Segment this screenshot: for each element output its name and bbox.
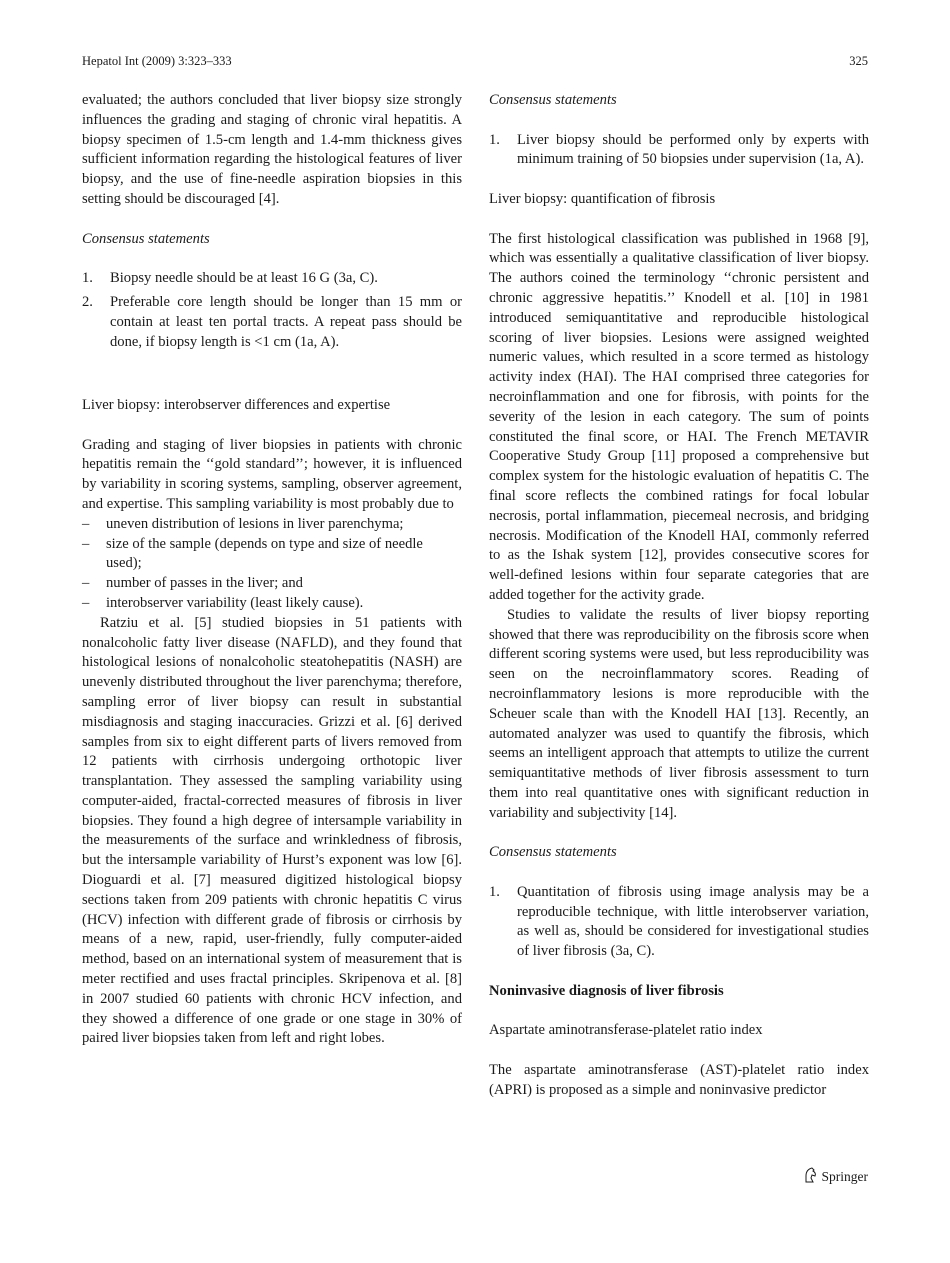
paragraph: Studies to validate the results of liver biopsy reporting showed that there was reproducibility on the fibrosis score when different scoring systems were used, but less reproducibility was seen on the necroinflammatory scores. Reading of necroinflammatory lesions is more reproducible with the Scheuer scale than with the Knodell HAI [13]. Recently, an automated analyzer was used to quantify the fibrosis, which seems an intelligent approach that attempts to utilize the current semiquantitative methods of liver fibrosis assessment to turn them into real quantitative ones with significant reduction in variability and subjectivity [14].: [489, 606, 869, 821]
publisher-name: Springer: [821, 1169, 868, 1184]
consensus-heading: Consensus statements: [82, 230, 210, 247]
consensus-list: [82, 269, 462, 352]
consensus-heading: Consensus statements: [489, 844, 617, 861]
journal-citation: Hepatol Int (2009) 3:323–333: [82, 54, 232, 68]
page-number: 325: [849, 54, 868, 68]
paragraph: Grading and staging of liver biopsies in patients with chronic hepatitis remain the ‘‘gold standard’’; however, it is influenced by variability in scoring systems, sampling, observer agreement, and expertise. This sampling variability is most probably due to: [82, 436, 462, 512]
consensus-list: [489, 131, 869, 171]
dash-list: [82, 515, 462, 614]
list-item: 1. Quantitation of fibrosis using image analysis may be a reproducible technique, with little interobserver variation, as well as, should be considered for investigational studies of liver fibrosis (3a, C).: [489, 883, 869, 960]
list-item: 1. Biopsy needle should be at least 16 G (3a, C).: [82, 270, 378, 287]
consensus-list: [489, 883, 869, 962]
section-heading: Liver biopsy: interobserver differences and expertise: [82, 396, 391, 413]
running-header: [82, 54, 868, 69]
paragraph: Ratziu et al. [5] studied biopsies in 51 patients with nonalcoholic fatty liver disease (NAFLD), and they found that histological lesions of nonalcoholic steatohepatitis (NASH) are unevenly distributed throughout the liver parenchyma; therefore, sampling error of liver biopsy can result in substantial misdiagnosis and staging inaccuracies. Grizzi et al. [6] derived samples from six to eight different parts of livers removed from 12 patients with cirrhosis undergoing orthotopic liver transplantation. They assessed the sampling variability using computer-aided, fractal-corrected measures of fibrosis in liver biopsies. They found a high degree of intersample variability in the measurements of the surface and wrinkledness of fibrosis, but the intersample variability of Hurst’s exponent was low [6]. Dioguardi et al. [7] measured digitized histological biopsy sections taken from 209 patients with chronic hepatitis C virus (HCV) infection with different grade of fibrosis or cirrhosis by means of a new, rapid, user-friendly, fully computer-aided method, based on an international system of measurement that is meter rectified and uses fractal principles. Skripenova et al. [8] in 2007 studied 60 patients with chronic HCV infection, and they showed a difference of one grade or one stage in 30% of paired liver biopsies taken from left and right lobes.: [82, 614, 462, 1047]
right-column: [489, 91, 869, 1101]
paragraph: The aspartate aminotransferase (AST)-platelet ratio index (APRI) is proposed as a simple and noninvasive predictor: [489, 1062, 869, 1098]
section-heading: Liver biopsy: quantification of fibrosis: [489, 190, 716, 207]
paragraph: evaluated; the authors concluded that liver biopsy size strongly influences the grading and staging of chronic viral hepatitis. A biopsy specimen of 1.5-cm length and 1.4-mm thickness gives sufficient information regarding the histological features of liver biopsy, and the use of fine-needle aspiration biopsies in this setting should be discouraged [4].: [82, 92, 462, 207]
section-heading-bold: Noninvasive diagnosis of liver fibrosis: [489, 982, 724, 999]
list-item: 2. Preferable core length should be longer than 15 mm or contain at least ten portal tracts. A repeat pass should be done, if biopsy length is <1 cm (1a, A).: [82, 293, 462, 350]
paragraph: The first histological classification was published in 1968 [9], which was essentially a qualitative classification of liver biopsy. The authors coined the terminology ‘‘chronic persistent and chronic aggressive hepatitis.’’ Knodell et al. [10] in 1981 introduced semiquantitative and reproducible histological scoring of liver biopsies. Lesions were assigned weighted numeric values, which resulted in a score termed as histology activity index (HAI). The HAI comprised three categories for necroinflammation and one for fibrosis, with points for the severity of the lesion in each category. The sum of points constituted the final score, or HAI. The French METAVIR Cooperative Study Group [11] proposed a comprehensive but complex system for the histologic evaluation of hepatitis C. The final score reflects the combined ratings for focal lobular necrosis, portal inflammation, piecemeal necrosis, and bridging necrosis. Modification of the Knodell HAI, commonly referred to as the Ishak system [12], provides consecutive scores for well-defined lesions within four separate categories that are added together for the activity grade.: [489, 230, 869, 603]
publisher-logo: [803, 1167, 869, 1187]
list-item: 1. Liver biopsy should be performed only by experts with minimum training of 50 biopsies under supervision (1a, A).: [489, 131, 869, 168]
springer-horse-icon: [803, 1167, 818, 1187]
list-item: – number of passes in the liver; and: [82, 575, 303, 592]
list-item: – uneven distribution of lesions in liver parenchyma;: [82, 515, 404, 532]
list-item: – interobserver variability (least likely cause).: [82, 594, 364, 611]
consensus-heading: Consensus statements: [489, 92, 617, 108]
left-column: [82, 91, 462, 1049]
subsection-heading: Aspartate aminotransferase-platelet ratio index: [489, 1022, 763, 1039]
list-item: – size of the sample (depends on type and size of needle used);: [82, 535, 423, 572]
